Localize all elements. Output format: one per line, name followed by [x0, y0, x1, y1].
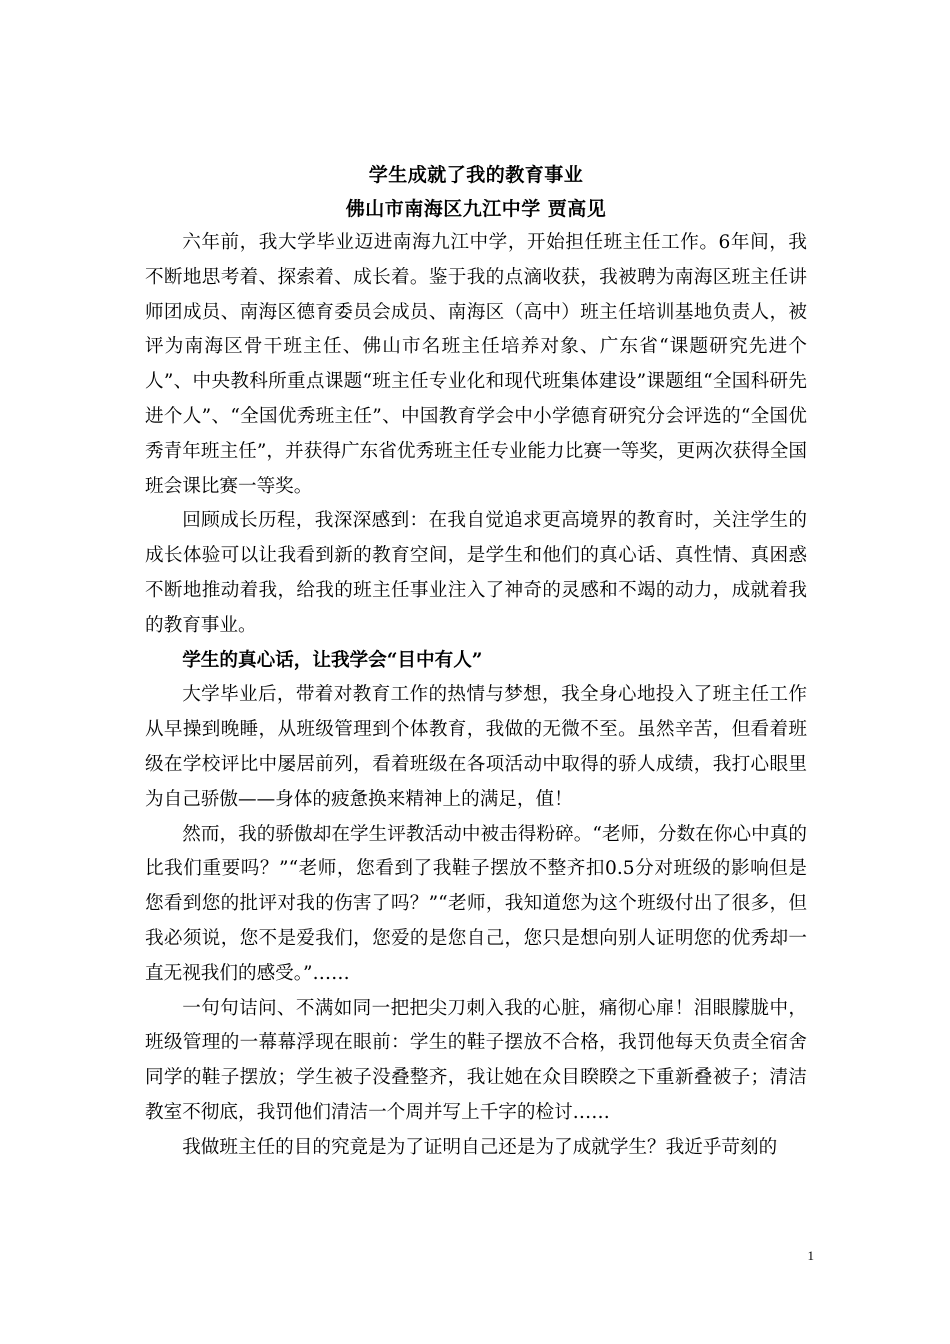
paragraph-section-1: 大学毕业后，带着对教育工作的热情与梦想，我全身心地投入了班主任工作从早操到晚睡，从班级管理到个体教育，我做的无微不至。虽然辛苦，但看着班级在学校评比中屡居前列，看着班级在各项活动中取得的骄人成绩，我打心眼里为自己骄傲——身体的疲惫换来精神上的满足，值！ — [145, 684, 807, 810]
document-title: 学生成就了我的教育事业 — [368, 164, 584, 186]
paragraph-intro: 六年前，我大学毕业迈进南海九江中学，开始担任班主任工作。6年间，我不断地思考着、探索着、成长着。鉴于我的点滴收获，我被聘为南海区班主任讲师团成员、南海区德育委员会成员、南海区（高中）班主任培训基地负责人，被评为南海区骨干班主任、佛山市名班主任培养对象、广东省“课题研究先进个人”、中央教科所重点课题“班主任专业化和现代班集体建设”课题组“全国科研先进个人”、“全国优秀班主任”、中国教育学会中小学德育研究分会评选的“全国优秀青年班主任”，并获得广东省优秀班主任专业能力比赛一等奖，更两次获得全国班会课比赛一等奖。 — [145, 232, 807, 497]
paragraph-reflection: 回顾成长历程，我深深感到：在我自觉追求更高境界的教育时，关注学生的成长体验可以让我看到新的教育空间，是学生和他们的真心话、真性情、真困惑不断地推动着我，给我的班主任事业注入了神奇的灵感和不竭的动力，成就着我的教育事业。 — [145, 510, 807, 636]
paragraph-section-4: 我做班主任的目的究竟是为了证明自己还是为了成就学生？我近乎苛刻的 — [182, 1136, 778, 1158]
page-number: 1 — [807, 1248, 814, 1263]
paragraph-section-2: 然而，我的骄傲却在学生评教活动中被击得粉碎。“老师，分数在你心中真的比我们重要吗？”“老师，您看到了我鞋子摆放不整齐扣0.5分对班级的影响但是您看到您的批评对我的伤害了吗？”“老师，我知道您为这个班级付出了很多，但我必须说，您不是爱我们，您爱的是您自己，您只是想向别人证明您的优秀却一直无视我们的感受。”…… — [145, 823, 807, 984]
document-body — [145, 158, 807, 1166]
author-line: 佛山市南海区九江中学 贾高见 — [345, 198, 607, 220]
section-heading: 学生的真心话，让我学会“目中有人” — [182, 649, 483, 671]
paragraph-section-3: 一句句诘问、不满如同一把把尖刀刺入我的心脏，痛彻心扉！泪眼朦胧中，班级管理的一幕幕浮现在眼前：学生的鞋子摆放不合格，我罚他每天负责全宿舍同学的鞋子摆放；学生被子没叠整齐，我让她在众目睽睽之下重新叠被子；清洁教室不彻底，我罚他们清洁一个周并写上千字的检讨…… — [145, 997, 807, 1123]
